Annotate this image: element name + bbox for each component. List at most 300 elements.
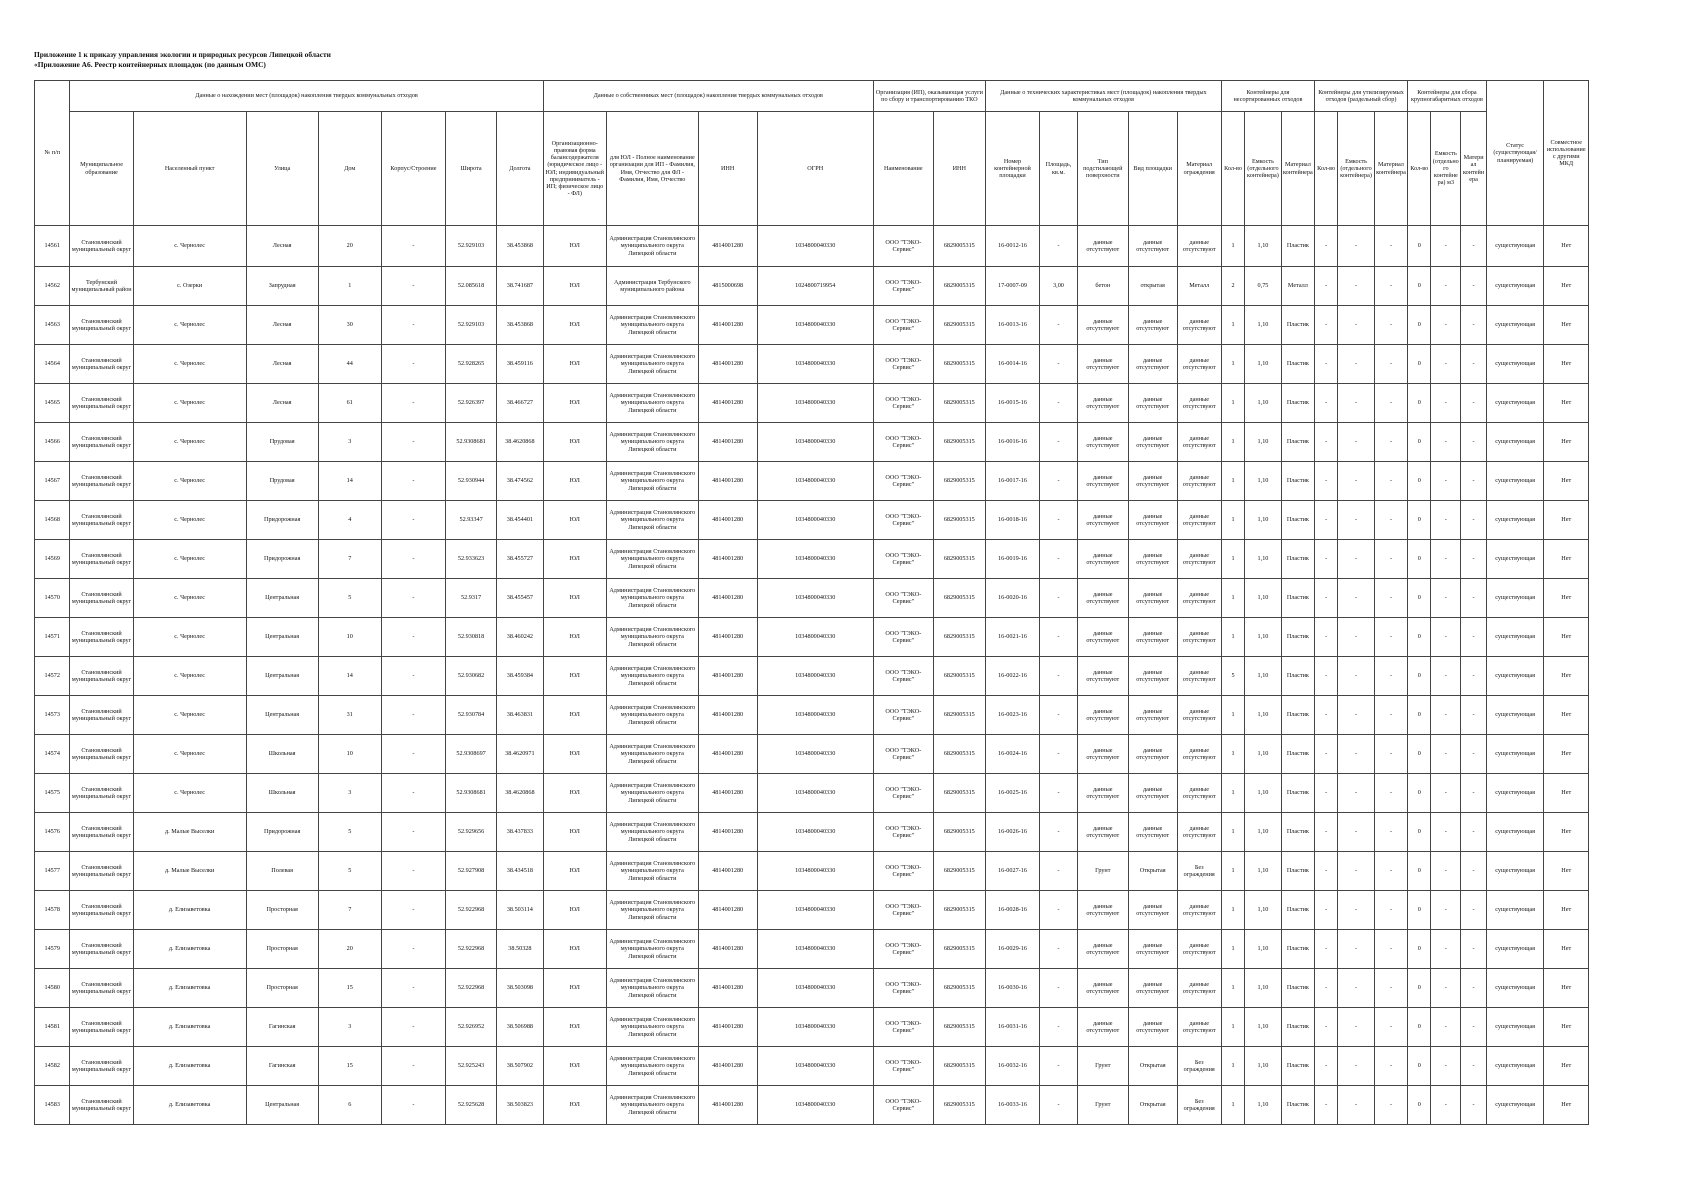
owner-form-cell: ЮЛ: [543, 306, 606, 345]
settlement-cell: с. Чернолес: [133, 226, 246, 267]
owner-name-cell: Администрация Становлянского муниципального округа Липецкой области: [606, 306, 698, 345]
recyclable-material-cell: -: [1374, 735, 1407, 774]
owner-inn-cell: 4814001280: [698, 384, 757, 423]
bulky-count-cell: 0: [1408, 226, 1431, 267]
recyclable-material-cell: -: [1374, 813, 1407, 852]
recyclable-material-cell: -: [1374, 696, 1407, 735]
owner-inn-cell: 4814001280: [698, 891, 757, 930]
recyclable-material-cell: -: [1374, 423, 1407, 462]
recyclable-capacity-cell: -: [1338, 384, 1375, 423]
owner-form-cell: ЮЛ: [543, 969, 606, 1008]
recyclable-count-cell: -: [1315, 735, 1338, 774]
recyclable-material-cell: -: [1374, 501, 1407, 540]
street-cell: Придорожная: [246, 813, 318, 852]
longitude-cell: 38.503098: [497, 969, 544, 1008]
recyclable-count-cell: -: [1315, 267, 1338, 306]
house-cell: 30: [318, 306, 381, 345]
status-cell: существующая: [1486, 1086, 1544, 1125]
row-number: 14568: [35, 501, 70, 540]
carrier-name-cell: ООО "ТЭКО-Сервис": [873, 423, 933, 462]
unsorted-capacity-cell: 1,10: [1245, 852, 1282, 891]
bulky-material-cell: -: [1461, 423, 1487, 462]
area-cell: -: [1040, 306, 1078, 345]
surface-type-cell: данные отсутствуют: [1077, 306, 1128, 345]
area-cell: -: [1040, 423, 1078, 462]
site-type-cell: данные отсутствуют: [1128, 774, 1177, 813]
table-row: [35, 226, 1589, 267]
latitude-cell: 52.930944: [446, 462, 497, 501]
site-number-cell: 16-0028-16: [985, 891, 1039, 930]
house-cell: 3: [318, 423, 381, 462]
settlement-cell: д. Елизаветовка: [133, 1086, 246, 1125]
longitude-cell: 38.4620868: [497, 774, 544, 813]
owner-ogrn-cell: 1034800040330: [757, 1086, 873, 1125]
bulky-material-cell: -: [1461, 969, 1487, 1008]
building-cell: -: [381, 267, 445, 306]
table-row: [35, 306, 1589, 345]
site-number-cell: 17-0007-09: [985, 267, 1039, 306]
building-cell: -: [381, 1047, 445, 1086]
unsorted-material-cell: Пластик: [1281, 891, 1314, 930]
street-cell: Просторная: [246, 969, 318, 1008]
latitude-cell: 52.9308697: [446, 735, 497, 774]
recyclable-material-cell: -: [1374, 657, 1407, 696]
street-cell: Придорожная: [246, 501, 318, 540]
surface-type-cell: бетон: [1077, 267, 1128, 306]
house-cell: 10: [318, 618, 381, 657]
unsorted-capacity-cell: 1,10: [1245, 1086, 1282, 1125]
site-type-cell: данные отсутствуют: [1128, 345, 1177, 384]
owner-ogrn-cell: 1034800040330: [757, 579, 873, 618]
bulky-capacity-cell: -: [1431, 657, 1461, 696]
longitude-cell: 38.506988: [497, 1008, 544, 1047]
area-cell: -: [1040, 501, 1078, 540]
longitude-cell: 38.459116: [497, 345, 544, 384]
joint-use-cell: Нет: [1544, 384, 1589, 423]
site-number-cell: 16-0018-16: [985, 501, 1039, 540]
settlement-cell: д. Елизаветовка: [133, 930, 246, 969]
bulky-material-cell: -: [1461, 579, 1487, 618]
row-number: 14580: [35, 969, 70, 1008]
page-title: [34, 50, 331, 70]
site-type-cell: открытая: [1128, 267, 1177, 306]
building-cell: -: [381, 852, 445, 891]
municipality-cell: Становлянский муниципальный округ: [70, 657, 133, 696]
carrier-inn-cell: 6829005315: [933, 423, 985, 462]
status-cell: существующая: [1486, 226, 1544, 267]
recyclable-capacity-cell: -: [1338, 345, 1375, 384]
unsorted-count-cell: 1: [1221, 735, 1244, 774]
carrier-name-cell: ООО "ТЭКО-Сервис": [873, 306, 933, 345]
recyclable-capacity-cell: -: [1338, 852, 1375, 891]
row-number: 14577: [35, 852, 70, 891]
municipality-cell: Становлянский муниципальный округ: [70, 540, 133, 579]
longitude-cell: 38.453868: [497, 306, 544, 345]
recyclable-count-cell: -: [1315, 852, 1338, 891]
recyclable-capacity-cell: -: [1338, 540, 1375, 579]
street-cell: Центральная: [246, 657, 318, 696]
row-number: 14570: [35, 579, 70, 618]
recyclable-capacity-cell: -: [1338, 226, 1375, 267]
latitude-cell: 52.928265: [446, 345, 497, 384]
carrier-name-cell: ООО "ТЭКО-Сервис": [873, 1086, 933, 1125]
municipality-cell: Становлянский муниципальный округ: [70, 501, 133, 540]
table-row: [35, 579, 1589, 618]
fence-material-cell: данные отсутствуют: [1177, 930, 1221, 969]
joint-use-cell: Нет: [1544, 1008, 1589, 1047]
house-cell: 1: [318, 267, 381, 306]
carrier-inn-cell: 6829005315: [933, 969, 985, 1008]
building-cell: -: [381, 384, 445, 423]
unsorted-material-cell: Пластик: [1281, 969, 1314, 1008]
area-cell: -: [1040, 891, 1078, 930]
recyclable-count-cell: -: [1315, 306, 1338, 345]
municipality-cell: Становлянский муниципальный округ: [70, 813, 133, 852]
municipality-cell: Становлянский муниципальный округ: [70, 969, 133, 1008]
area-cell: -: [1040, 852, 1078, 891]
recyclable-material-cell: -: [1374, 384, 1407, 423]
owner-inn-cell: 4814001280: [698, 579, 757, 618]
owner-ogrn-cell: 1034800040330: [757, 540, 873, 579]
unsorted-material-cell: Металл: [1281, 267, 1314, 306]
recyclable-capacity-cell: -: [1338, 1008, 1375, 1047]
carrier-name-cell: ООО "ТЭКО-Сервис": [873, 696, 933, 735]
fence-material-cell: данные отсутствуют: [1177, 657, 1221, 696]
unsorted-count-cell: 1: [1221, 891, 1244, 930]
building-cell: -: [381, 813, 445, 852]
carrier-name-cell: ООО "ТЭКО-Сервис": [873, 1047, 933, 1086]
owner-ogrn-cell: 1034800040330: [757, 1008, 873, 1047]
owner-name-cell: Администрация Становлянского муниципального округа Липецкой области: [606, 345, 698, 384]
area-cell: -: [1040, 696, 1078, 735]
house-cell: 5: [318, 579, 381, 618]
owner-form-cell: ЮЛ: [543, 501, 606, 540]
building-cell: -: [381, 735, 445, 774]
unsorted-count-cell: 1: [1221, 1086, 1244, 1125]
fence-material-cell: данные отсутствуют: [1177, 813, 1221, 852]
joint-use-cell: Нет: [1544, 657, 1589, 696]
longitude-cell: 38.507902: [497, 1047, 544, 1086]
area-cell: -: [1040, 813, 1078, 852]
street-cell: Центральная: [246, 618, 318, 657]
unsorted-count-cell: 1: [1221, 930, 1244, 969]
building-cell: -: [381, 423, 445, 462]
col-header-1: Муниципальное образование: [70, 112, 133, 226]
building-cell: -: [381, 501, 445, 540]
unsorted-material-cell: Пластик: [1281, 423, 1314, 462]
owner-ogrn-cell: 1034800040330: [757, 852, 873, 891]
bulky-count-cell: 0: [1408, 852, 1431, 891]
owner-inn-cell: 4814001280: [698, 774, 757, 813]
latitude-cell: 52.9308681: [446, 423, 497, 462]
surface-type-cell: данные отсутствуют: [1077, 579, 1128, 618]
fence-material-cell: данные отсутствуют: [1177, 1008, 1221, 1047]
unsorted-material-cell: Пластик: [1281, 774, 1314, 813]
recyclable-capacity-cell: -: [1338, 735, 1375, 774]
longitude-cell: 38.459384: [497, 657, 544, 696]
site-number-cell: 16-0024-16: [985, 735, 1039, 774]
street-cell: Просторная: [246, 891, 318, 930]
municipality-cell: Становлянский муниципальный округ: [70, 1047, 133, 1086]
table-row: [35, 852, 1589, 891]
latitude-cell: 52.926952: [446, 1008, 497, 1047]
recyclable-count-cell: -: [1315, 696, 1338, 735]
site-number-cell: 16-0022-16: [985, 657, 1039, 696]
row-number: 14578: [35, 891, 70, 930]
unsorted-count-cell: 1: [1221, 501, 1244, 540]
col-header-2: Населенный пункт: [133, 112, 246, 226]
longitude-cell: 38.453868: [497, 226, 544, 267]
fence-material-cell: Без ограждения: [1177, 1086, 1221, 1125]
unsorted-capacity-cell: 1,10: [1245, 696, 1282, 735]
municipality-cell: Становлянский муниципальный округ: [70, 774, 133, 813]
recyclable-material-cell: -: [1374, 306, 1407, 345]
group-header-unsorted: Контейнеры для несортированных отходов: [1221, 81, 1314, 112]
area-cell: -: [1040, 930, 1078, 969]
bulky-material-cell: -: [1461, 226, 1487, 267]
site-type-cell: данные отсутствуют: [1128, 501, 1177, 540]
carrier-inn-cell: 6829005315: [933, 579, 985, 618]
owner-ogrn-cell: 1034800040330: [757, 696, 873, 735]
street-cell: Центральная: [246, 579, 318, 618]
recyclable-count-cell: -: [1315, 579, 1338, 618]
recyclable-count-cell: -: [1315, 345, 1338, 384]
longitude-cell: 38.4620971: [497, 735, 544, 774]
recyclable-capacity-cell: -: [1338, 618, 1375, 657]
site-type-cell: данные отсутствуют: [1128, 423, 1177, 462]
area-cell: -: [1040, 618, 1078, 657]
owner-inn-cell: 4814001280: [698, 930, 757, 969]
site-type-cell: данные отсутствуют: [1128, 891, 1177, 930]
col-header-25: Кол-во: [1408, 112, 1431, 226]
carrier-inn-cell: 6829005315: [933, 501, 985, 540]
col-header-21: Материал контейнера: [1281, 112, 1314, 226]
bulky-count-cell: 0: [1408, 891, 1431, 930]
house-cell: 4: [318, 501, 381, 540]
recyclable-material-cell: -: [1374, 891, 1407, 930]
unsorted-capacity-cell: 1,10: [1245, 306, 1282, 345]
unsorted-material-cell: Пластик: [1281, 696, 1314, 735]
group-header-owners: Данные о собственниках мест (площадок) накопления твердых коммунальных отходов: [543, 81, 873, 112]
fence-material-cell: данные отсутствуют: [1177, 462, 1221, 501]
fence-material-cell: Без ограждения: [1177, 1047, 1221, 1086]
area-cell: -: [1040, 1086, 1078, 1125]
owner-form-cell: ЮЛ: [543, 852, 606, 891]
site-type-cell: данные отсутствуют: [1128, 306, 1177, 345]
owner-form-cell: ЮЛ: [543, 657, 606, 696]
owner-form-cell: ЮЛ: [543, 930, 606, 969]
carrier-name-cell: ООО "ТЭКО-Сервис": [873, 657, 933, 696]
bulky-capacity-cell: -: [1431, 1008, 1461, 1047]
area-cell: -: [1040, 969, 1078, 1008]
recyclable-material-cell: -: [1374, 618, 1407, 657]
area-cell: -: [1040, 774, 1078, 813]
owner-name-cell: Администрация Становлянского муниципального округа Липецкой области: [606, 1008, 698, 1047]
recyclable-count-cell: -: [1315, 618, 1338, 657]
surface-type-cell: Грунт: [1077, 852, 1128, 891]
recyclable-count-cell: -: [1315, 1086, 1338, 1125]
house-cell: 31: [318, 696, 381, 735]
site-number-cell: 16-0027-16: [985, 852, 1039, 891]
col-header-13: ИНН: [933, 112, 985, 226]
status-cell: существующая: [1486, 852, 1544, 891]
site-number-cell: 16-0016-16: [985, 423, 1039, 462]
unsorted-material-cell: Пластик: [1281, 462, 1314, 501]
surface-type-cell: данные отсутствуют: [1077, 1008, 1128, 1047]
fence-material-cell: данные отсутствуют: [1177, 540, 1221, 579]
recyclable-capacity-cell: -: [1338, 267, 1375, 306]
site-number-cell: 16-0023-16: [985, 696, 1039, 735]
building-cell: -: [381, 1086, 445, 1125]
municipality-cell: Становлянский муниципальный округ: [70, 345, 133, 384]
owner-name-cell: Администрация Становлянского муниципального округа Липецкой области: [606, 696, 698, 735]
fence-material-cell: Без ограждения: [1177, 852, 1221, 891]
longitude-cell: 38.503114: [497, 891, 544, 930]
col-header-5: Корпус/Строение: [381, 112, 445, 226]
bulky-material-cell: -: [1461, 774, 1487, 813]
building-cell: -: [381, 930, 445, 969]
latitude-cell: 52.085618: [446, 267, 497, 306]
site-number-cell: 16-0029-16: [985, 930, 1039, 969]
col-header-14: Номер контейнерной площадки: [985, 112, 1039, 226]
bulky-capacity-cell: -: [1431, 384, 1461, 423]
settlement-cell: с. Чернолес: [133, 384, 246, 423]
fence-material-cell: данные отсутствуют: [1177, 774, 1221, 813]
carrier-inn-cell: 6829005315: [933, 852, 985, 891]
site-number-cell: 16-0033-16: [985, 1086, 1039, 1125]
street-cell: Полевая: [246, 852, 318, 891]
owner-inn-cell: 4814001280: [698, 735, 757, 774]
owner-name-cell: Администрация Становлянского муниципального округа Липецкой области: [606, 462, 698, 501]
bulky-capacity-cell: -: [1431, 1086, 1461, 1125]
street-cell: Гагинская: [246, 1047, 318, 1086]
site-number-cell: 16-0025-16: [985, 774, 1039, 813]
table-body: [35, 226, 1589, 1125]
fence-material-cell: данные отсутствуют: [1177, 306, 1221, 345]
table-row: [35, 501, 1589, 540]
longitude-cell: 38.454401: [497, 501, 544, 540]
unsorted-count-cell: 1: [1221, 462, 1244, 501]
site-number-cell: 16-0020-16: [985, 579, 1039, 618]
bulky-material-cell: -: [1461, 462, 1487, 501]
row-number: 14571: [35, 618, 70, 657]
status-cell: существующая: [1486, 696, 1544, 735]
unsorted-material-cell: Пластик: [1281, 657, 1314, 696]
owner-name-cell: Администрация Становлянского муниципального округа Липецкой области: [606, 930, 698, 969]
col-header-20: Емкость (отдельного контейнера): [1245, 112, 1282, 226]
house-cell: 5: [318, 813, 381, 852]
site-type-cell: данные отсутствуют: [1128, 657, 1177, 696]
latitude-cell: 52.922968: [446, 891, 497, 930]
unsorted-capacity-cell: 1,10: [1245, 345, 1282, 384]
municipality-cell: Становлянский муниципальный округ: [70, 1008, 133, 1047]
settlement-cell: с. Чернолес: [133, 540, 246, 579]
row-number: 14581: [35, 1008, 70, 1047]
owner-inn-cell: 4814001280: [698, 969, 757, 1008]
longitude-cell: 38.455457: [497, 579, 544, 618]
carrier-inn-cell: 6829005315: [933, 1008, 985, 1047]
recyclable-count-cell: -: [1315, 774, 1338, 813]
table-row: [35, 423, 1589, 462]
joint-use-cell: Нет: [1544, 696, 1589, 735]
recyclable-capacity-cell: -: [1338, 579, 1375, 618]
municipality-cell: Становлянский муниципальный округ: [70, 696, 133, 735]
unsorted-material-cell: Пластик: [1281, 1086, 1314, 1125]
table-row: [35, 345, 1589, 384]
owner-ogrn-cell: 1034800040330: [757, 969, 873, 1008]
carrier-name-cell: ООО "ТЭКО-Сервис": [873, 735, 933, 774]
area-cell: -: [1040, 540, 1078, 579]
owner-form-cell: ЮЛ: [543, 1086, 606, 1125]
status-cell: существующая: [1486, 345, 1544, 384]
table-row: [35, 462, 1589, 501]
bulky-capacity-cell: -: [1431, 306, 1461, 345]
settlement-cell: с. Чернолес: [133, 657, 246, 696]
street-cell: Придорожная: [246, 540, 318, 579]
owner-form-cell: ЮЛ: [543, 1047, 606, 1086]
recyclable-count-cell: -: [1315, 891, 1338, 930]
row-number: 14565: [35, 384, 70, 423]
owner-inn-cell: 4814001280: [698, 618, 757, 657]
fence-material-cell: данные отсутствуют: [1177, 696, 1221, 735]
municipality-cell: Становлянский муниципальный округ: [70, 423, 133, 462]
row-number: 14566: [35, 423, 70, 462]
owner-ogrn-cell: 1024800719954: [757, 267, 873, 306]
longitude-cell: 38.460242: [497, 618, 544, 657]
carrier-name-cell: ООО "ТЭКО-Сервис": [873, 1008, 933, 1047]
unsorted-count-cell: 1: [1221, 852, 1244, 891]
owner-ogrn-cell: 1034800040330: [757, 891, 873, 930]
recyclable-capacity-cell: -: [1338, 657, 1375, 696]
col-header-num: № п/п: [35, 81, 70, 226]
latitude-cell: 52.922968: [446, 930, 497, 969]
carrier-name-cell: ООО "ТЭКО-Сервис": [873, 267, 933, 306]
owner-ogrn-cell: 1034800040330: [757, 501, 873, 540]
row-number: 14563: [35, 306, 70, 345]
status-cell: существующая: [1486, 618, 1544, 657]
surface-type-cell: Грунт: [1077, 1086, 1128, 1125]
bulky-material-cell: -: [1461, 384, 1487, 423]
recyclable-capacity-cell: -: [1338, 1086, 1375, 1125]
surface-type-cell: данные отсутствуют: [1077, 226, 1128, 267]
street-cell: Лесная: [246, 306, 318, 345]
municipality-cell: Становлянский муниципальный округ: [70, 1086, 133, 1125]
bulky-material-cell: -: [1461, 1047, 1487, 1086]
surface-type-cell: данные отсутствуют: [1077, 423, 1128, 462]
joint-use-cell: Нет: [1544, 267, 1589, 306]
recyclable-count-cell: -: [1315, 1008, 1338, 1047]
col-header-23: Емкость (отдельного контейнера): [1338, 112, 1375, 226]
bulky-count-cell: 0: [1408, 1008, 1431, 1047]
status-cell: существующая: [1486, 774, 1544, 813]
table-row: [35, 969, 1589, 1008]
carrier-name-cell: ООО "ТЭКО-Сервис": [873, 618, 933, 657]
carrier-name-cell: ООО "ТЭКО-Сервис": [873, 813, 933, 852]
unsorted-material-cell: Пластик: [1281, 735, 1314, 774]
unsorted-capacity-cell: 1,10: [1245, 384, 1282, 423]
owner-ogrn-cell: 1034800040330: [757, 306, 873, 345]
municipality-cell: Становлянский муниципальный округ: [70, 735, 133, 774]
bulky-material-cell: -: [1461, 696, 1487, 735]
unsorted-material-cell: Пластик: [1281, 852, 1314, 891]
unsorted-capacity-cell: 1,10: [1245, 969, 1282, 1008]
owner-name-cell: Администрация Становлянского муниципального округа Липецкой области: [606, 969, 698, 1008]
latitude-cell: 52.9308681: [446, 774, 497, 813]
joint-use-cell: Нет: [1544, 462, 1589, 501]
surface-type-cell: данные отсутствуют: [1077, 813, 1128, 852]
unsorted-capacity-cell: 1,10: [1245, 735, 1282, 774]
owner-inn-cell: 4814001280: [698, 852, 757, 891]
